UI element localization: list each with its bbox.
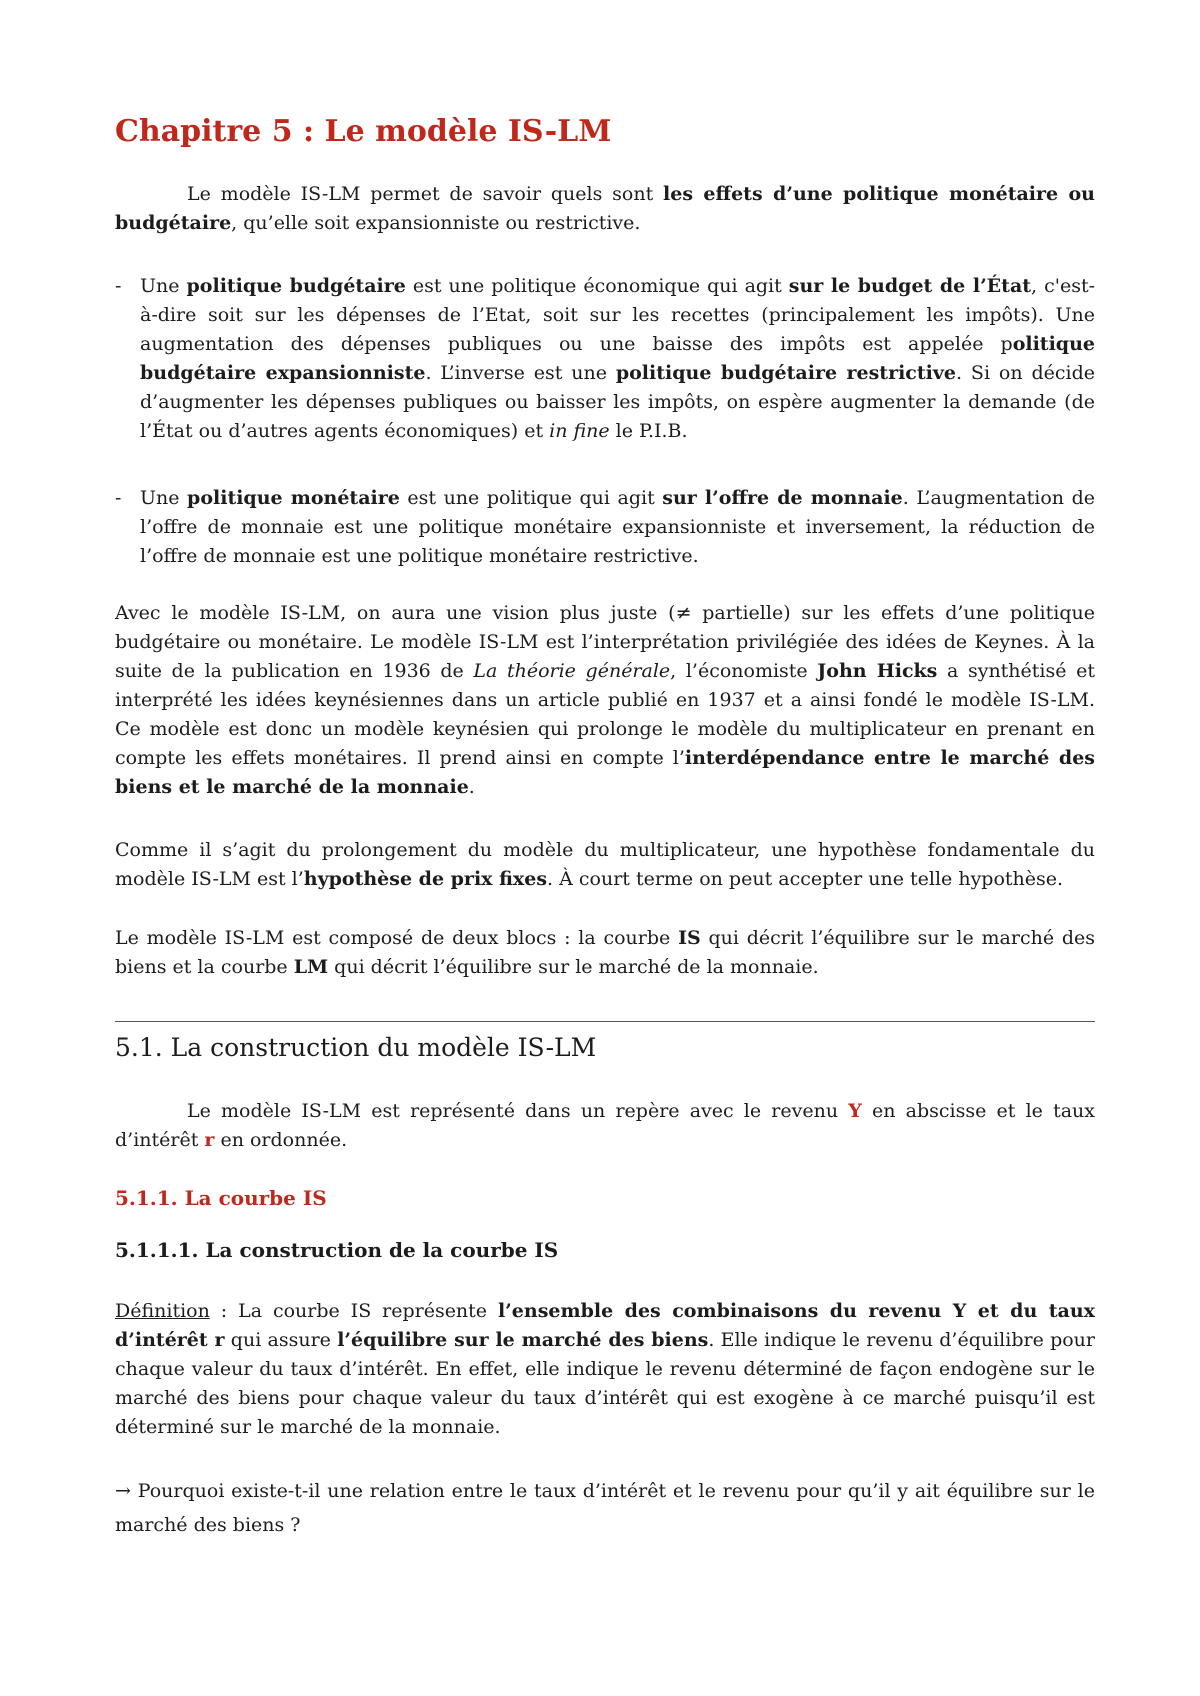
- paragraph-repere: Le modèle IS-LM est représenté dans un repère avec le revenu Y en abscisse et le taux d’intérêt r en ordonnée.: [115, 1100, 1096, 1151]
- bullet-item-monetaire: - Une politique monétaire est une politique qui agit sur l’offre de monnaie. L’augmentation de l’offre de monnaie est une politique monétaire expansionniste et inversement, la réduction de l’offre de monnaie est une politique monétaire restrictive.: [115, 484, 1095, 571]
- paragraph-blocs: Le modèle IS-LM est composé de deux blocs : la courbe IS qui décrit l’équilibre sur le marché des biens et la courbe LM qui décrit l’équilibre sur le marché de la monnaie.: [115, 927, 1095, 978]
- definition-paragraph: Définition : La courbe IS représente l’ensemble des combinaisons du revenu Y et du taux d’intérêt r qui assure l’équilibre sur le marché des biens. Elle indique le revenu d’équilibre pour chaque valeur du taux d’intérêt. En effet, elle indique le revenu déterminé de façon endogène sur le marché des biens pour chaque valeur du taux d’intérêt qui est exogène à ce marché puisqu’il est déterminé sur le marché de la monnaie.: [115, 1300, 1096, 1438]
- paragraph-prix-fixes: Comme il s’agit du prolongement du modèle du multiplicateur, une hypothèse fondamentale du modèle IS-LM est l’hypothèse de prix fixes. À court terme on peut accepter une telle hypothèse.: [115, 839, 1095, 890]
- chapter-title: Chapitre 5 : Le modèle IS-LM: [115, 114, 612, 149]
- bullet-list: [115, 272, 1095, 446]
- bullet-list-2: [115, 484, 1095, 571]
- definition-label: Définition: [115, 1300, 210, 1322]
- bullet-item-budgetaire: - Une politique budgétaire est une politique économique qui agit sur le budget de l’État, c'est-à-dire soit sur les dépenses de l’Etat, soit sur les recettes (principalement les impôts). Une augmentation des dépenses publiques ou une baisse des impôts est appelée politique budgétaire expansionniste. L’inverse est une politique budgétaire restrictive. Si on décide d’augmenter les dépenses publiques ou baisser les impôts, on espère augmenter la demande (de l’État ou d’autres agents économiques) et in fine le P.I.B.: [115, 272, 1095, 446]
- paragraph-hicks: Avec le modèle IS-LM, on aura une vision plus juste (≠ partielle) sur les effets d’une politique budgétaire ou monétaire. Le modèle IS-LM est l’interprétation privilégiée des idées de Keynes. À la suite de la publication en 1936 de La théorie générale, l’économiste John Hicks a synthétisé et interprété les idées keynésiennes dans un article publié en 1937 et a ainsi fondé le modèle IS-LM. Ce modèle est donc un modèle keynésien qui prolonge le modèle du multiplicateur en prenant en compte les effets monétaires. Il prend ainsi en compte l’interdépendance entre le marché des biens et le marché de la monnaie.: [115, 602, 1095, 798]
- intro-paragraph: Le modèle IS-LM permet de savoir quels sont les effets d’une politique monétaire ou budgétaire, qu’elle soit expansionniste ou restrictive.: [115, 183, 1095, 234]
- question-paragraph: → Pourquoi existe-t-il une relation entre le taux d’intérêt et le revenu pour qu’il y ait équilibre sur le marché des biens ?: [115, 1480, 1095, 1536]
- section-heading-5-1: 5.1. La construction du modèle IS-LM: [115, 1033, 597, 1062]
- section-heading-5-1-1: 5.1.1. La courbe IS: [115, 1186, 327, 1210]
- bullet-dash: -: [115, 487, 122, 509]
- section-divider: [115, 1021, 1095, 1022]
- section-heading-5-1-1-1: 5.1.1.1. La construction de la courbe IS: [115, 1238, 559, 1262]
- bullet-dash: -: [115, 275, 122, 297]
